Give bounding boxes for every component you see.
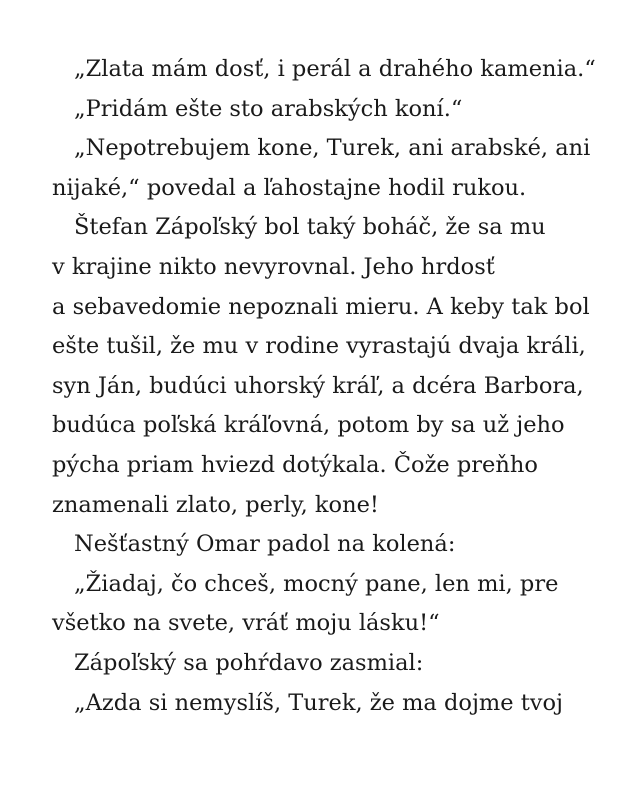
text-line-13: Nešťastný Omar padol na kolená:: [74, 531, 456, 558]
text-line-7: a sebavedomie nepoznali mieru. A keby tak bol: [52, 293, 590, 320]
text-line-12: znamenali zlato, perly, kone!: [52, 491, 379, 518]
text-line-16: Zápoľský sa pohŕdavo zasmial:: [74, 649, 424, 676]
text-line-9: syn Ján, budúci uhorský kráľ, a dcéra Barbora,: [52, 372, 584, 399]
text-line-2: „Pridám ešte sto arabských koní.“: [74, 95, 463, 122]
text-line-10: budúca poľská kráľovná, potom by sa už jeho: [52, 412, 565, 439]
text-line-15: všetko na svete, vráť moju lásku!“: [52, 610, 440, 637]
text-line-1: „Zlata mám dosť, i perál a drahého kamenia.“: [74, 56, 596, 82]
text-line-5: Štefan Zápoľský bol taký boháč, že sa mu: [74, 214, 546, 241]
text-line-14: „Žiadaj, čo chceš, mocný pane, len mi, pre: [74, 570, 559, 597]
body-text: [52, 50, 596, 723]
text-line-4: nijaké,“ povedal a ľahostajne hodil rukou.: [52, 174, 527, 201]
text-line-11: pýcha priam hviezd dotýkala. Čože preňho: [52, 451, 538, 478]
text-line-17: „Azda si nemyslíš, Turek, že ma dojme tvoj: [74, 689, 564, 716]
text-line-6: v krajine nikto nevyrovnal. Jeho hrdosť: [52, 253, 495, 280]
text-line-8: ešte tušil, že mu v rodine vyrastajú dvaja králi,: [52, 333, 586, 360]
text-line-3: „Nepotrebujem kone, Turek, ani arabské, ani: [74, 135, 591, 162]
